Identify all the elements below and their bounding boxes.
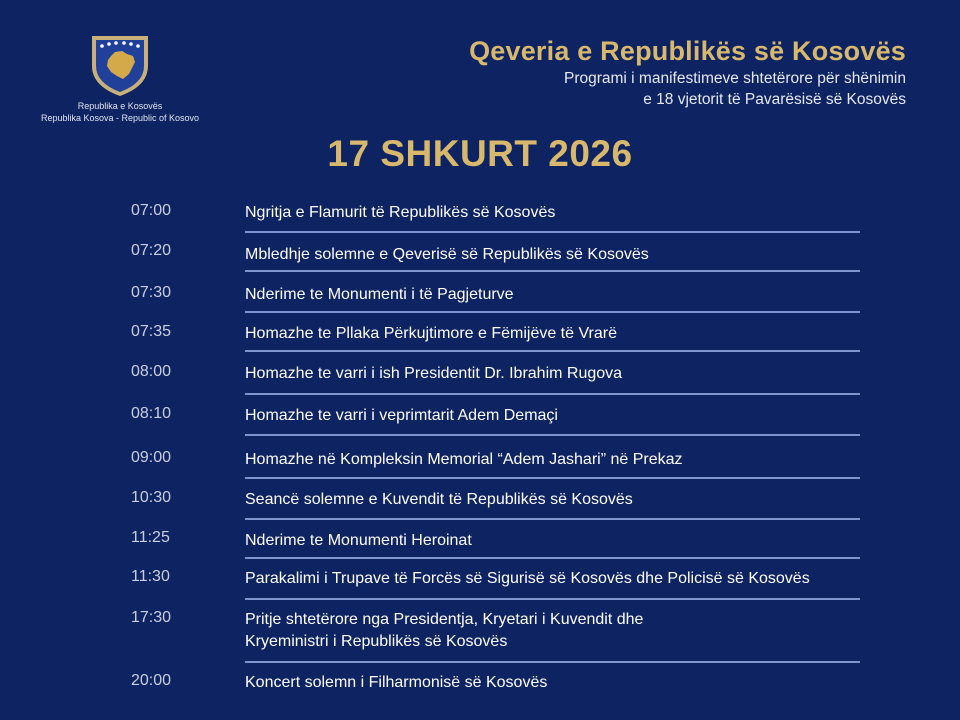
event-description: Homazhe te varri i veprimtarit Adem Demaçi <box>245 407 558 424</box>
event-description: Mbledhje solemne e Qeverisë së Republikës së Kosovës <box>245 246 649 263</box>
separator <box>245 350 860 352</box>
separator <box>245 434 860 436</box>
event-description: Parakalimi i Trupave të Forcës së Sigurisë së Kosovës dhe Policisë së Kosovës <box>245 570 810 587</box>
event-description-line-2: Kryeministri i Republikës së Kosovës <box>245 633 508 650</box>
separator <box>245 557 860 559</box>
logo-text-multilingual: Republika Kosova - Republic of Kosovo <box>40 113 200 123</box>
event-time: 08:10 <box>131 405 172 422</box>
subtitle-line-1: Programi i manifestimeve shtetërore për shënimin <box>564 70 906 87</box>
event-time: 17:30 <box>131 609 172 626</box>
logo-text-albanian: Republika e Kosovës <box>77 101 163 111</box>
subtitle-line-2: e 18 vjetorit të Pavarësisë së Kosovës <box>643 91 906 108</box>
header-titles <box>469 34 906 110</box>
separator <box>245 518 860 520</box>
event-description: Nderime te Monumenti Heroinat <box>245 532 472 549</box>
event-description: Seancë solemne e Kuvendit të Republikës së Kosovës <box>245 491 633 508</box>
separator <box>245 598 860 600</box>
event-description: Homazhe në Kompleksin Memorial “Adem Jashari” në Prekaz <box>245 451 683 468</box>
event-time: 08:00 <box>131 363 172 380</box>
event-description: Koncert solemn i Filharmonisë së Kosovës <box>245 674 548 691</box>
kosovo-coat-of-arms-icon <box>89 32 151 98</box>
date-title: 17 SHKURT 2026 <box>327 133 633 174</box>
event-description: Homazhe te varri i ish Presidentit Dr. Ibrahim Rugova <box>245 365 623 382</box>
event-time: 11:30 <box>131 568 170 585</box>
logo-block <box>20 32 220 124</box>
event-description <box>245 609 845 653</box>
event-time: 07:35 <box>131 323 172 340</box>
event-time: 07:00 <box>131 202 172 219</box>
event-time: 11:25 <box>131 529 170 546</box>
event-description: Homazhe te Pllaka Përkujtimore e Fëmijëve të Vrarë <box>245 325 617 342</box>
separator <box>245 270 860 272</box>
separator <box>245 311 860 313</box>
separator <box>245 661 860 663</box>
government-title: Qeveria e Republikës së Kosovës <box>469 36 906 66</box>
separator <box>245 477 860 479</box>
event-time: 20:00 <box>131 672 172 689</box>
event-description-line-1: Pritje shtetërore nga Presidentja, Kryetari i Kuvendit dhe <box>245 611 644 628</box>
separator <box>245 393 860 395</box>
event-description: Ngritja e Flamurit të Republikës së Kosovës <box>245 204 556 221</box>
event-description: Nderime te Monumenti i të Pagjeturve <box>245 286 514 303</box>
event-time: 07:30 <box>131 284 172 301</box>
event-time: 10:30 <box>131 489 172 506</box>
separator <box>245 231 860 233</box>
event-time: 07:20 <box>131 242 172 259</box>
event-time: 09:00 <box>131 449 172 466</box>
